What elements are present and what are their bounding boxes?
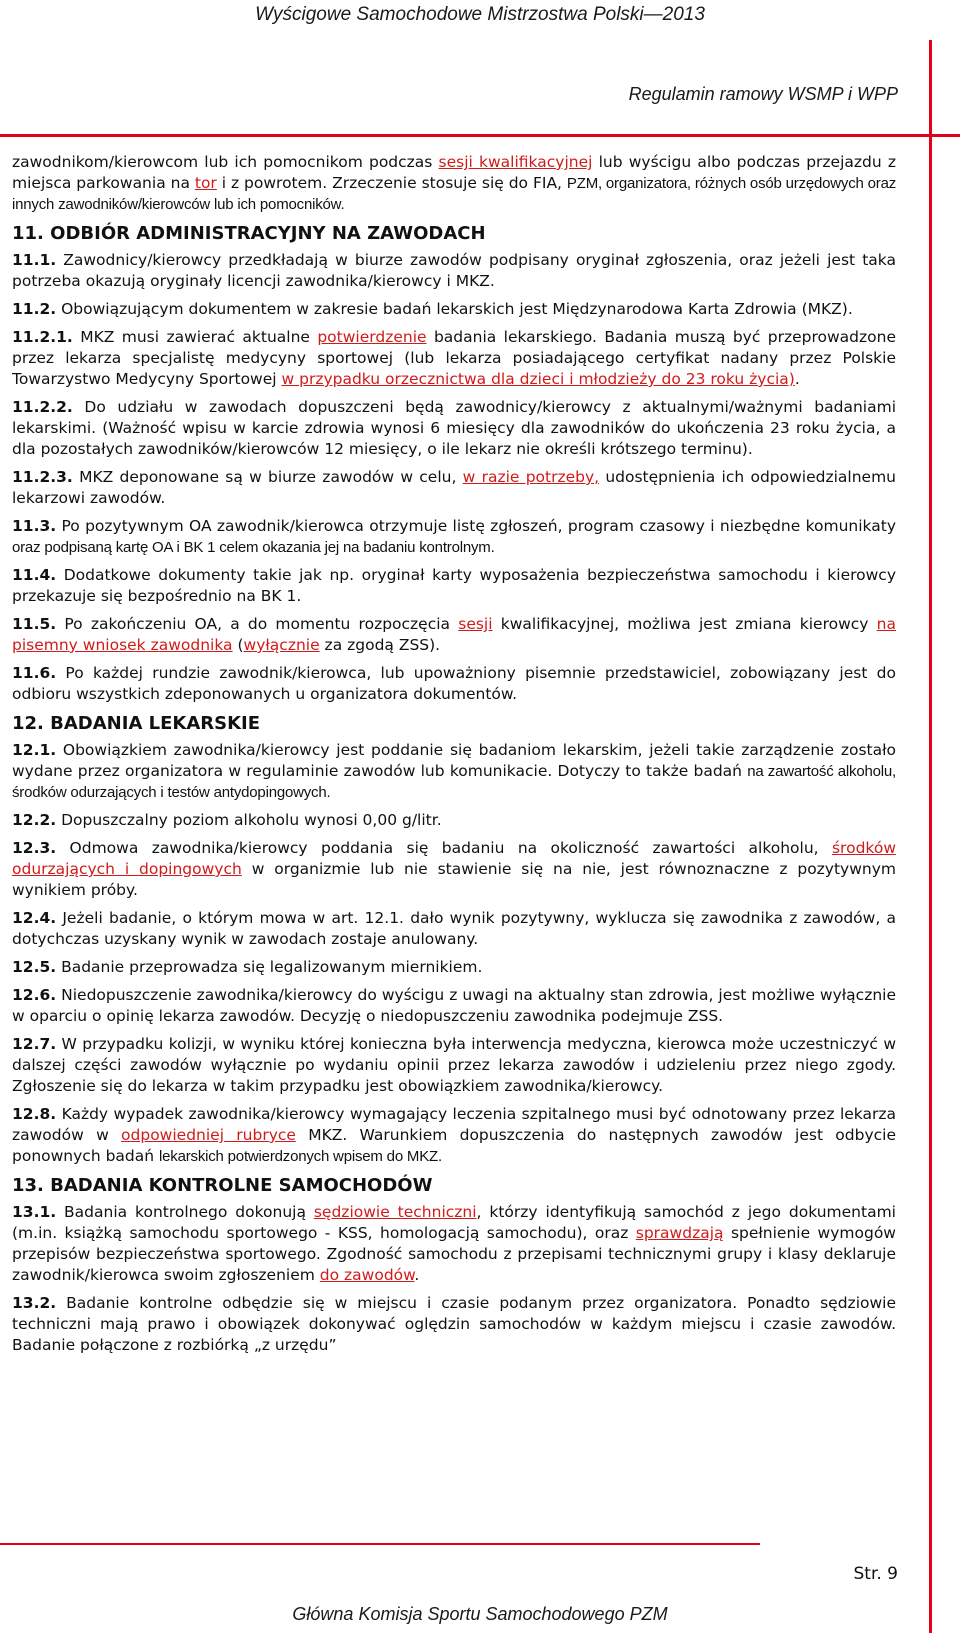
document-header-subtitle: Regulamin ramowy WSMP i WPP: [628, 84, 898, 104]
paragraph-11-6: 11.6. Po każdej rundzie zawodnik/kierowca, lub upoważniony pisemnie przedstawiciel, zobowiązany jest do odbioru wszystkich zdeponowanych u organizatora dokumentów.: [12, 664, 896, 703]
paragraph-12-7: 12.7. W przypadku kolizji, w wyniku której konieczna była interwencja medyczna, kierowca może uczestniczyć w dalszej części zawodów wyłącznie po wydaniu opinii przez lekarza zawodów i udzieleniu przez niego zgody. Zgłoszenie się do lekarza w takim przypadku jest obowiązkiem zawodnika/kierowcy.: [12, 1035, 896, 1095]
highlight-link: na pisemny wniosek zawodnika: [12, 615, 896, 654]
header-rule: [0, 134, 960, 137]
paragraph-11-1: 11.1. Zawodnicy/kierowcy przedkładają w biurze zawodów podpisany oryginał zgłoszenia, oraz jeżeli jest taka potrzeba okazują oryginały licencji zawodnika/kierowcy i MKZ.: [12, 251, 896, 290]
paragraph-12-3: 12.3. Odmowa zawodnika/kierowcy poddania się badaniu na okoliczność zawartości alkoholu, środków odurzających i dopingowych w organizmie lub nie stawienie się na nie, jest równoznaczne z pozytywnym wynikiem próby.: [12, 839, 897, 899]
paragraph-13-1: 13.1. Badania kontrolnego dokonują sędziowie techniczni, którzy identyfikują samochód z jego dokumentami (m.in. książką samochodu sportowego - KSS, homologacją samochodu), oraz sprawdzają spełnienie wymogów przepisów bezpieczeństwa sportowego. Zgodność samochodu z przepisami technicznymi grupy i klasy deklaruje zawodnik/kierowca swoim zgłoszeniem do zawodów.: [12, 1203, 896, 1284]
paragraph-11-5: 11.5. Po zakończeniu OA, a do momentu rozpoczęcia sesji kwalifikacyjnej, możliwa jest zmiana kierowcy na pisemny wniosek zawodnika (wyłącznie za zgodą ZSS).: [12, 615, 896, 654]
section-heading-12: 12. BADANIA LEKARSKIE: [12, 713, 261, 734]
paragraph-11-2-3: 11.2.3. MKZ deponowane są w biurze zawodów w celu, w razie potrzeby, udostępnienia ich odpowiedzialnemu lekarzowi zawodów.: [12, 468, 896, 507]
intro-paragraph: zawodnikom/kierowcom lub ich pomocnikom podczas sesji kwalifikacyjnej lub wyścigu albo podczas przejazdu z miejsca parkowania na tor i z powrotem. Zrzeczenie stosuje się do FIA, PZM, organizatora, różnych osób urzędowych oraz innych zawodników/kierowców lub ich pomocników.: [12, 153, 897, 213]
section-heading-11: 11. ODBIÓR ADMINISTRACYJNY NA ZAWODACH: [12, 223, 486, 244]
document-body: [12, 152, 896, 1363]
highlight-link: w przypadku orzecznictwa dla dzieci i młodzieży do 23 roku życia): [281, 370, 795, 388]
paragraph-11-2-2: 11.2.2. Do udziału w zawodach dopuszczeni będą zawodnicy/kierowcy z aktualnymi/ważnymi badaniami lekarskimi. (Ważność wpisu w karcie zdrowia wynosi 6 miesięcy dla zawodników do ukończenia 23 roku życia, a dla pozostałych zawodników/kierowców 12 miesięcy, o ile lekarz nie określi krótszego terminu).: [12, 398, 896, 458]
document-header-title: Wyścigowe Samochodowe Mistrzostwa Polski—2013: [255, 4, 705, 25]
paragraph-12-1: 12.1. Obowiązkiem zawodnika/kierowcy jest poddanie się badaniom lekarskim, jeżeli takie zarządzenie zostało wydane przez organizatora w regulaminie zawodów lub komunikacie. Dotyczy to także badań na zawartość alkoholu, środków odurzających i testów antydopingowych.: [12, 741, 897, 801]
footer-rule: [0, 1543, 760, 1545]
highlight-link: sędziowie techniczni: [313, 1203, 477, 1221]
page-number: Str. 9: [853, 1564, 898, 1584]
paragraph-12-6: 12.6. Niedopuszczenie zawodnika/kierowcy do wyścigu z uwagi na aktualny stan zdrowia, jest możliwe wyłącznie w oparciu o opinię lekarza zawodów. Decyzję o niedopuszczeniu zawodnika podejmuje ZSS.: [12, 986, 896, 1025]
paragraph-12-4: 12.4. Jeżeli badanie, o którym mowa w art. 12.1. dało wynik pozytywny, wyklucza się zawodnika z zawodów, a dotychczas uzyskany wynik w zawodach zostaje anulowany.: [12, 909, 896, 948]
paragraph-11-2-1: 11.2.1. MKZ musi zawierać aktualne potwierdzenie badania lekarskiego. Badania muszą być przeprowadzone przez lekarza specjalistę medycyny sportowej (lub lekarza posiadającego certyfikat nadany przez Polskie Towarzystwo Medycyny Sportowej w przypadku orzecznictwa dla dzieci i młodzieży do 23 roku życia).: [12, 328, 896, 388]
paragraph-12-2: 12.2. Dopuszczalny poziom alkoholu wynosi 0,00 g/litr.: [12, 811, 442, 829]
paragraph-12-8: 12.8. Każdy wypadek zawodnika/kierowcy wymagający leczenia szpitalnego musi być odnotowany przez lekarza zawodów w odpowiedniej rubryce MKZ. Warunkiem dopuszczenia do następnych zawodów jest odbycie ponownych badań lekarskich potwierdzonych wpisem do MKZ.: [12, 1105, 896, 1165]
highlight-link: odpowiedniej rubryce: [121, 1126, 296, 1144]
paragraph-11-2: 11.2. Obowiązującym dokumentem w zakresie badań lekarskich jest Międzynarodowa Karta Zdrowia (MKZ).: [12, 300, 853, 318]
highlight-link: sesji kwalifikacyjnej: [438, 153, 593, 171]
highlight-link: do zawodów: [319, 1266, 415, 1284]
paragraph-13-2: 13.2. Badanie kontrolne odbędzie się w miejscu i czasie podanym przez organizatora. Ponadto sędziowie techniczni mają prawo i obowiązek dokonywać oględzin samochodów w każdym miejscu i czasie zawodów. Badanie połączone z rozbiórką „z urzędu”: [12, 1294, 896, 1354]
highlight-link: w razie potrzeby,: [462, 468, 600, 486]
highlight-link: sprawdzają: [635, 1224, 724, 1242]
highlight-link: środków odurzających i dopingowych: [12, 839, 896, 878]
paragraph-12-5: 12.5. Badanie przeprowadza się legalizowanym miernikiem.: [12, 958, 483, 976]
highlight-link: tor: [194, 174, 217, 192]
paragraph-11-3: 11.3. Po pozytywnym OA zawodnik/kierowca otrzymuje listę zgłoszeń, program czasowy i niezbędne komunikaty oraz podpisaną kartę OA i BK 1 celem okazania jej na badaniu kontrolnym.: [12, 517, 896, 556]
margin-rule: [929, 40, 932, 1633]
highlight-link: wyłącznie: [243, 636, 320, 654]
highlight-link: sesji: [458, 615, 493, 633]
paragraph-11-4: 11.4. Dodatkowe dokumenty takie jak np. oryginał karty wyposażenia bezpieczeństwa samochodu i kierowcy przekazuje się bezpośrednio na BK 1.: [12, 566, 896, 605]
document-footer: Główna Komisja Sportu Samochodowego PZM: [292, 1604, 668, 1624]
highlight-link: potwierdzenie: [317, 328, 427, 346]
section-heading-13: 13. BADANIA KONTROLNE SAMOCHODÓW: [12, 1175, 433, 1196]
